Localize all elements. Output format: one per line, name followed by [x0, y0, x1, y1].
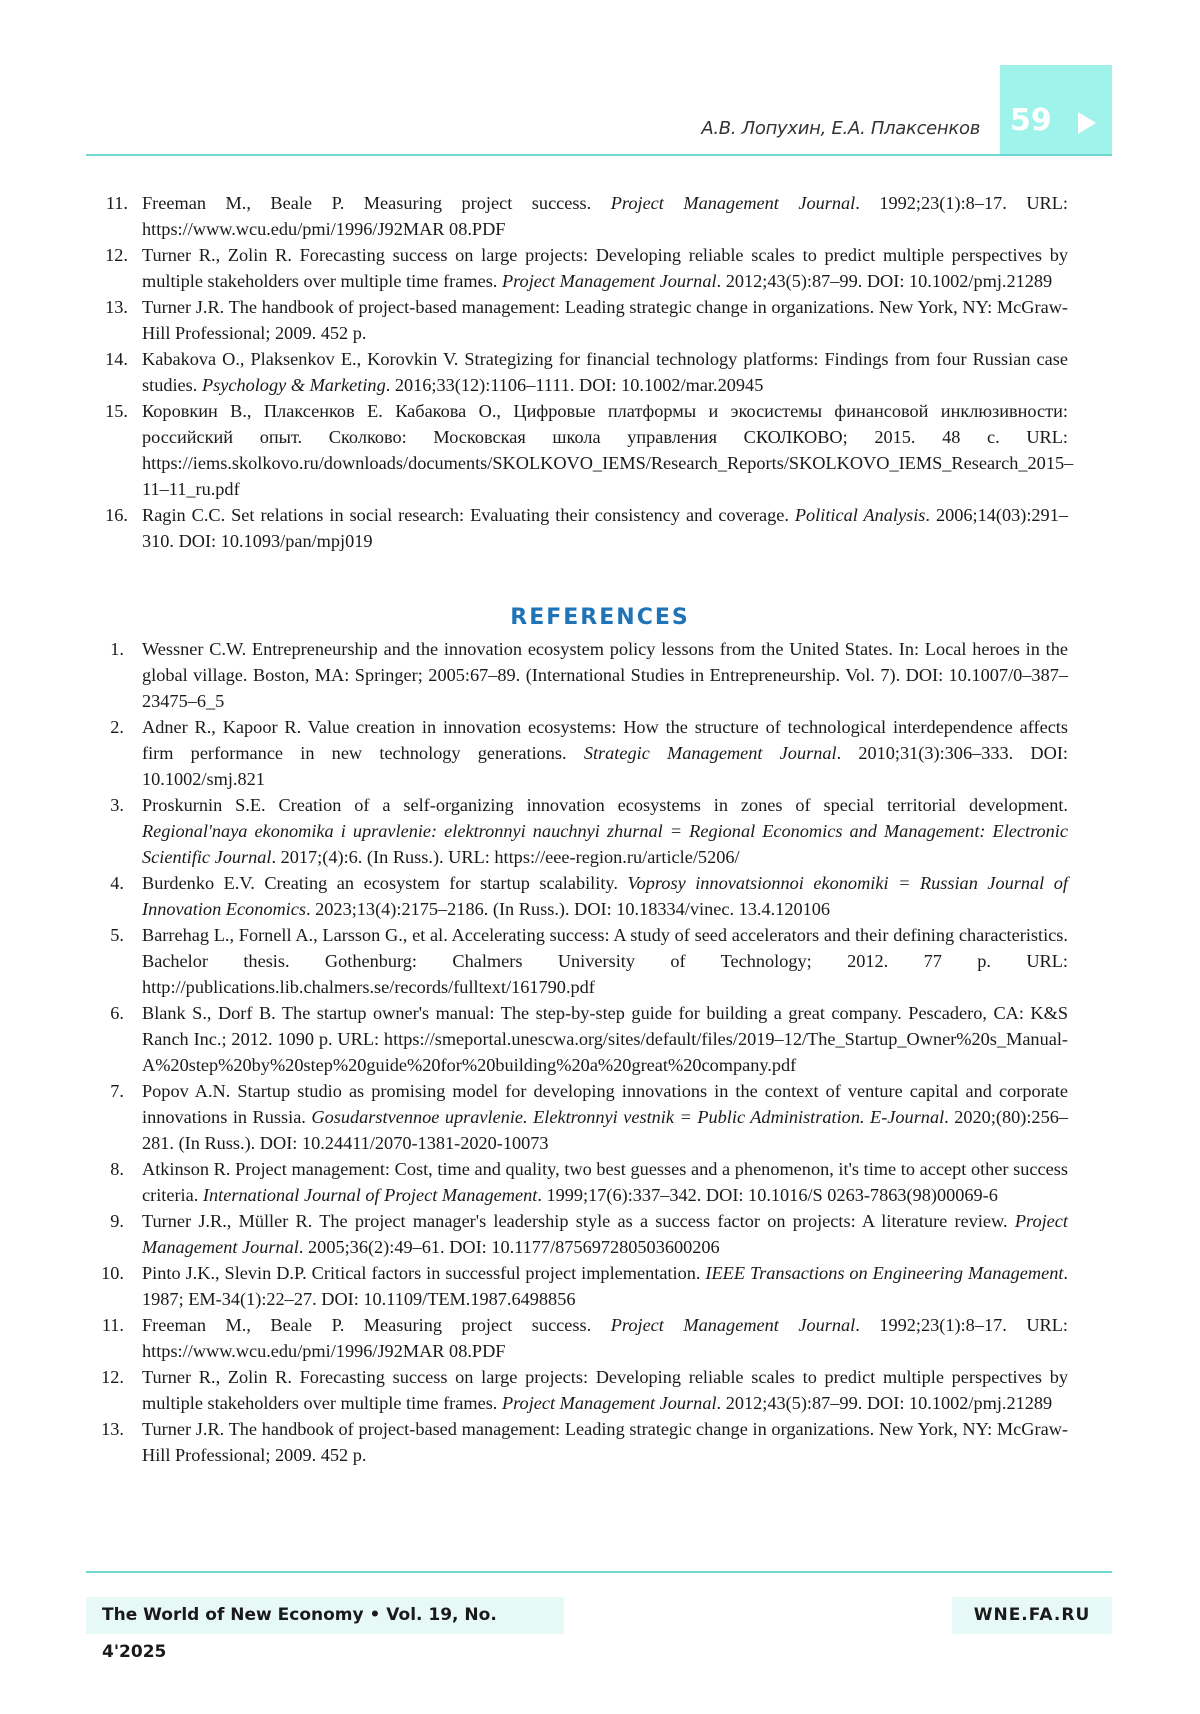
reference-text: Freeman M., Beale P. Measuring project success. — [142, 1315, 611, 1335]
reference-text: Ragin C.C. Set relations in social research: Evaluating their consistency and coverage. — [142, 505, 795, 525]
reference-text: Freeman M., Beale P. Measuring project success. — [142, 193, 611, 213]
reference-details: . 2023;13(4):2175–2186. (In Russ.). DOI: 10.18334/vinec. 13.4.120106 — [306, 899, 831, 919]
reference-details: . 2006;14(03):291–310. DOI: 10.1093/pan/mpj019 — [142, 505, 1068, 551]
reference-source-title: Project Management Journal — [610, 1315, 856, 1335]
reference-item — [86, 1364, 1068, 1416]
reference-number: 15. — [105, 401, 128, 421]
reference-source-title: Project Management Journal — [610, 193, 856, 213]
reference-source-title: Psychology & Marketing — [201, 375, 386, 395]
reference-details: . 1999;17(6):337–342. DOI: 10.1016/S 0263-7863(98)00069-6 — [537, 1185, 998, 1205]
reference-text: Blank S., Dorf B. The startup owner's manual: The step-by-step guide for building a great company. Pescadero, CA: K&S Ranch Inc.; 2012. 1090 p. URL: https://smeportal.unescwa.org/sites/default/files/2019–12/The_Startup_Owner%20s_Manual-A%20step%20by%20step%20guide%20for%20building%20a%20great%20company.pdf — [142, 1003, 1068, 1075]
reference-details: . 2005;36(2):49–61. DOI: 10.1177/875697280503600206 — [298, 1237, 720, 1257]
reference-number: 11. — [105, 193, 128, 213]
reference-details: . 2020;(80):256–281. (In Russ.). DOI: 10.24411/2070-1381-2020-10073 — [142, 1107, 1068, 1153]
reference-text: Turner J.R. The handbook of project-based management: Leading strategic change in organizations. New York, NY: McGraw-Hill Professional; 2009. 452 p. — [142, 1419, 1068, 1465]
reference-details: . 1992;23(1):8–17. URL: https://www.wcu.edu/pmi/1996/J92MAR 08.PDF — [142, 1315, 1068, 1361]
reference-text: Pinto J.K., Slevin D.P. Critical factors in successful project implementation. — [142, 1263, 706, 1283]
footer-website-link[interactable]: WNE.FA.RU — [952, 1597, 1112, 1634]
reference-item — [86, 1078, 1068, 1156]
page-number: 59 — [1010, 103, 1052, 138]
reference-source-title: International Journal of Project Management — [202, 1185, 538, 1205]
reference-item — [86, 1260, 1068, 1312]
reference-number: 10. — [101, 1263, 124, 1283]
reference-number: 12. — [105, 245, 128, 265]
reference-text: Коровкин В., Плаксенков Е. Кабакова О., Цифровые платформы и экосистемы финансовой инклюзивности: российский опыт. Сколково: Московская школа управления СКОЛКОВО; 2015. 48 с. URL: https://iems.skolkovo.ru/downloads/documents/SKOLKOVO_IEMS/Research_Reports/SKOLKOVO_IEMS_Research_2015–11–11_ru.pdf — [142, 401, 1074, 499]
footer-journal-info: The World of New Economy • Vol. 19, No. 4'2025 — [86, 1597, 564, 1634]
reference-text: Turner J.R., Müller R. The project manager's leadership style as a success factor on projects: A literature review. — [142, 1211, 1015, 1231]
reference-item — [86, 190, 1068, 242]
reference-item — [86, 1416, 1068, 1468]
reference-number: 8. — [110, 1159, 124, 1179]
reference-list-russian — [86, 190, 1074, 554]
reference-details: . 2017;(4):6. (In Russ.). URL: https://eee-region.ru/article/5206/ — [271, 847, 740, 867]
reference-number: 12. — [101, 1367, 124, 1387]
reference-item — [86, 502, 1068, 554]
reference-number: 5. — [110, 925, 124, 945]
reference-list-english — [86, 636, 1068, 1468]
reference-item — [86, 294, 1068, 346]
reference-item — [86, 346, 1068, 398]
reference-text: Popov A.N. Startup studio as promising model for developing innovations in the context of venture capital and corporate innovations in Russia. — [142, 1081, 1068, 1127]
reference-source-title: Voprosy innovatsionnoi ekonomiki = Russian Journal of Innovation Economics — [142, 873, 1068, 919]
reference-details: . 2012;43(5):87–99. DOI: 10.1002/pmj.21289 — [716, 1393, 1053, 1413]
reference-source-title: Project Management Journal — [501, 271, 717, 291]
reference-number: 7. — [110, 1081, 124, 1101]
reference-item — [86, 792, 1068, 870]
reference-number: 9. — [110, 1211, 124, 1231]
reference-item — [86, 636, 1068, 714]
reference-text: Kabakova O., Plaksenkov E., Korovkin V. Strategizing for financial technology platforms: Findings from four Russian case studies. — [142, 349, 1068, 395]
reference-number: 1. — [110, 639, 124, 659]
reference-number: 4. — [110, 873, 124, 893]
reference-source-title: Strategic Management Journal — [583, 743, 837, 763]
reference-text: Turner J.R. The handbook of project-based management: Leading strategic change in organizations. New York, NY: McGraw-Hill Professional; 2009. 452 p. — [142, 297, 1068, 343]
reference-item — [86, 1312, 1068, 1364]
reference-item — [86, 714, 1068, 792]
reference-item — [86, 922, 1068, 1000]
reference-source-title: Project Management Journal — [501, 1393, 717, 1413]
reference-number: 6. — [110, 1003, 124, 1023]
reference-number: 3. — [110, 795, 124, 815]
reference-number: 11. — [101, 1315, 124, 1335]
reference-details: . 2016;33(12):1106–1111. DOI: 10.1002/mar.20945 — [385, 375, 764, 395]
reference-text: Barrehag L., Fornell A., Larsson G., et al. Accelerating success: A study of seed accelerators and their defining characteristics. Bachelor thesis. Gothenburg: Chalmers University of Technology; 2012. 77 p. URL: http://publications.lib.chalmers.se/records/fulltext/161790.pdf — [142, 925, 1068, 997]
footer-divider — [86, 1571, 1112, 1573]
header-divider — [86, 154, 1112, 156]
reference-number: 14. — [105, 349, 128, 369]
reference-source-title: Regional'naya ekonomika i upravlenie: elektronnyi nauchnyi zhurnal = Regional Economics and Management: Electronic Scientific Journal — [142, 821, 1068, 867]
reference-item — [86, 870, 1068, 922]
reference-text: Burdenko E.V. Creating an ecosystem for startup scalability. — [142, 873, 628, 893]
reference-item — [86, 1208, 1068, 1260]
reference-number: 16. — [105, 505, 128, 525]
triangle-right-icon[interactable] — [1078, 112, 1096, 134]
reference-item — [86, 1000, 1068, 1078]
reference-text: Wessner C.W. Entrepreneurship and the innovation ecosystem policy lessons from the United States. In: Local heroes in the global village. Boston, MA: Springer; 2005:67–89. (International Studies in Entrepreneurship. Vol. 7). DOI: 10.1007/0–387–23475–6_5 — [142, 639, 1068, 711]
reference-source-title: Political Analysis — [794, 505, 926, 525]
reference-number: 13. — [101, 1419, 124, 1439]
reference-text: Atkinson R. Project management: Cost, time and quality, two best guesses and a phenomenon, it's time to accept other success criteria. — [142, 1159, 1068, 1205]
reference-details: . 1992;23(1):8–17. URL: https://www.wcu.edu/pmi/1996/J92MAR 08.PDF — [142, 193, 1068, 239]
reference-details: . 1987; EM-34(1):22–27. DOI: 10.1109/TEM.1987.6498856 — [142, 1263, 1068, 1309]
reference-item — [86, 242, 1068, 294]
reference-source-title: Gosudarstvennoe upravlenie. Elektronnyi vestnik = Public Administration. E-Journal — [311, 1107, 945, 1127]
reference-number: 13. — [105, 297, 128, 317]
reference-details: . 2012;43(5):87–99. DOI: 10.1002/pmj.21289 — [716, 271, 1053, 291]
reference-text: Turner R., Zolin R. Forecasting success on large projects: Developing reliable scales to predict multiple perspectives by multiple stakeholders over multiple time frames. — [142, 245, 1068, 291]
running-head-authors: А.В. Лопухин, Е.А. Плаксенков — [701, 118, 980, 139]
references-heading: REFERENCES — [510, 605, 690, 630]
reference-text: Turner R., Zolin R. Forecasting success on large projects: Developing reliable scales to predict multiple perspectives by multiple stakeholders over multiple time frames. — [142, 1367, 1068, 1413]
reference-source-title: Project Management Journal — [142, 1211, 1068, 1257]
reference-item — [86, 1156, 1068, 1208]
reference-source-title: IEEE Transactions on Engineering Management — [705, 1263, 1064, 1283]
reference-item — [86, 398, 1074, 502]
reference-text: Adner R., Kapoor R. Value creation in innovation ecosystems: How the structure of technological interdependence affects firm performance in new technology generations. — [142, 717, 1068, 763]
reference-text: Proskurnin S.E. Creation of a self-organizing innovation ecosystems in zones of special territorial development. — [142, 795, 1068, 815]
reference-details: . 2010;31(3):306–333. DOI: 10.1002/smj.821 — [142, 743, 1068, 789]
reference-number: 2. — [110, 717, 124, 737]
